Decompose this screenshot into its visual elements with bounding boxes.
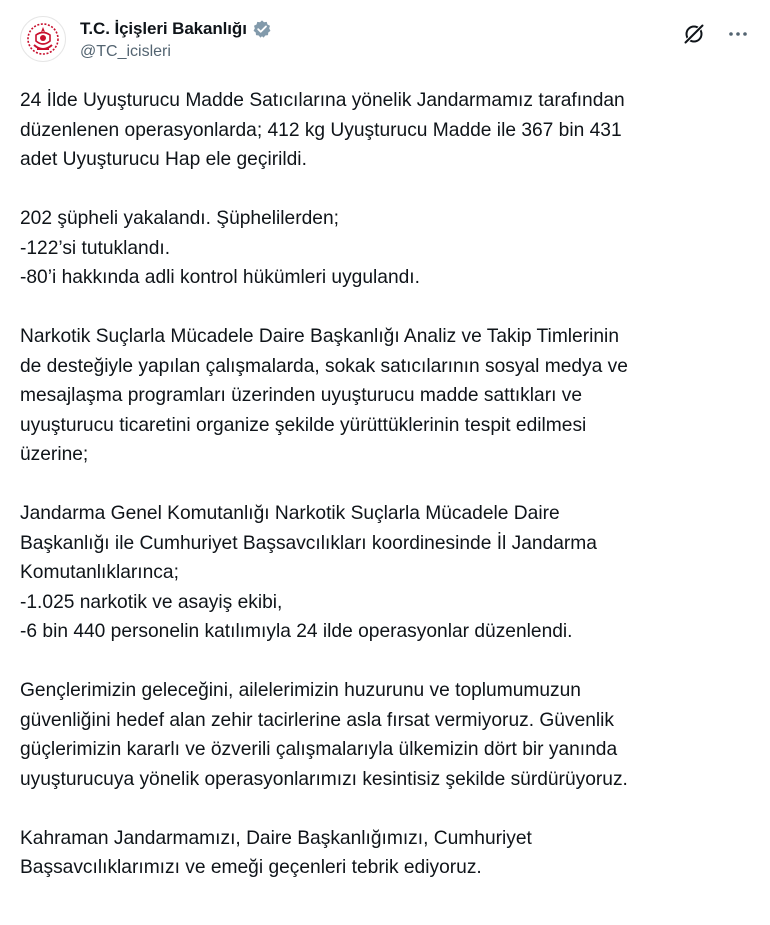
verified-badge-icon[interactable] [252, 19, 272, 39]
more-options-icon[interactable] [726, 22, 750, 46]
post-paragraph-6 [20, 824, 755, 883]
grok-icon[interactable] [682, 22, 706, 46]
post-line: -80’i hakkında adli kontrol hükümleri uygulandı. [20, 267, 420, 288]
post-line: Narkotik Suçlarla Mücadele Daire Başkanlığı Analiz ve Takip Timlerinin [20, 326, 619, 347]
post-line: Başkanlığı ile Cumhuriyet Başsavcılıkları koordinesinde İl Jandarma [20, 532, 597, 554]
post-line: de desteğiyle yapılan çalışmalarda, sokak satıcılarının sosyal medya ve [20, 355, 628, 377]
post-paragraph-5 [20, 676, 755, 794]
post-line: mesajlaşma programları üzerinden uyuşturucu madde sattıkları ve [20, 385, 583, 406]
post-line: uyuşturucu ticaretini organize şekilde yürüttüklerinin tespit edilmesi [20, 414, 587, 436]
post-header [20, 14, 750, 68]
post-line: adet Uyuşturucu Hap ele geçirildi. [20, 149, 307, 170]
display-name-row [80, 18, 272, 40]
post-line: Kahraman Jandarmamızı, Daire Başkanlığımızı, Cumhuriyet [20, 827, 532, 849]
display-name[interactable]: T.C. İçişleri Bakanlığı [80, 19, 247, 38]
post-line: Jandarma Genel Komutanlığı Narkotik Suçlarla Mücadele Daire [20, 503, 560, 524]
post-actions [682, 22, 750, 46]
post-line: -1.025 narkotik ve asayiş ekibi, [20, 591, 283, 613]
post-paragraph-4 [20, 499, 755, 647]
post-line: 24 İlde Uyuşturucu Madde Satıcılarına yönelik Jandarmamız tarafından [20, 90, 625, 111]
post-paragraph-3 [20, 322, 755, 470]
post-line: güçlerimizin kararlı ve özverili çalışmalarıyla ülkemizin dört bir yanında [20, 739, 618, 760]
author-handle[interactable]: @TC_icisleri [80, 43, 171, 60]
post-line: -122’si tutuklandı. [20, 237, 171, 259]
post-line: 202 şüpheli yakalandı. Şüphelilerden; [20, 208, 339, 229]
post-line: güvenliğini hedef alan zehir tacirlerine asla fırsat vermiyoruz. Güvenlik [20, 709, 615, 731]
author-names [80, 18, 272, 61]
post-line: uyuşturucuya yönelik operasyonlarımızı kesintisiz şekilde sürdürüyoruz. [20, 768, 628, 790]
post-line: düzenlenen operasyonlarda; 412 kg Uyuşturucu Madde ile 367 bin 431 [20, 119, 622, 141]
post-line: Gençlerimizin geleceğini, ailelerimizin huzurunu ve toplumumuzun [20, 680, 581, 701]
ministry-emblem-icon [21, 17, 65, 61]
post-paragraph-1 [20, 86, 755, 175]
post-line: Komutanlıklarınca; [20, 562, 179, 583]
post-body [20, 86, 755, 883]
post-line: üzerine; [20, 444, 89, 465]
post-paragraph-2 [20, 204, 755, 293]
post-line: Başsavcılıklarımızı ve emeği geçenleri tebrik ediyoruz. [20, 857, 482, 878]
post-line: -6 bin 440 personelin katılımıyla 24 ilde operasyonlar düzenlendi. [20, 621, 573, 642]
avatar[interactable] [20, 16, 66, 62]
